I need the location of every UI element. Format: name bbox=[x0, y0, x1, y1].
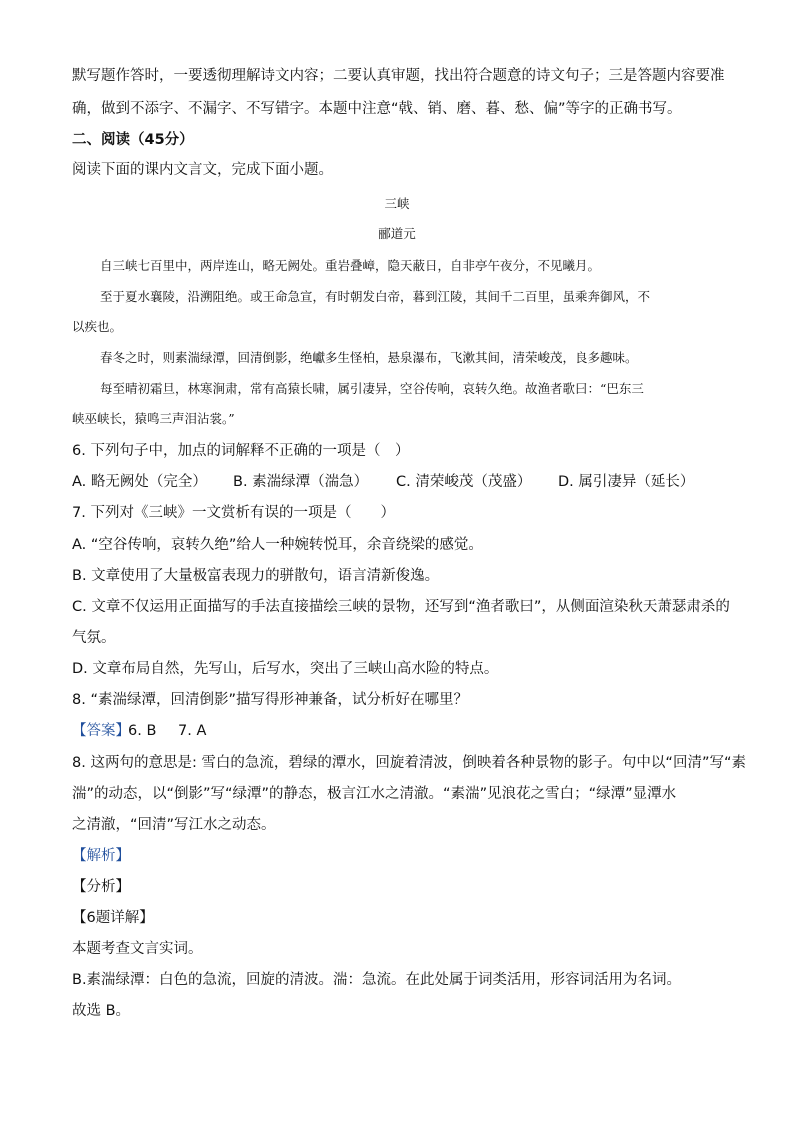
answer-6: 6. B bbox=[128, 723, 157, 739]
answer-8-line-2: 湍”的动态，以“倒影”写“绿潭”的静态，极言江水之清澈。“素湍”见浪花之雪白；“绿潭”显潭水 bbox=[72, 786, 677, 802]
answer-7: 7. A bbox=[178, 723, 207, 739]
analysis-label: 【解析】 bbox=[72, 848, 130, 864]
detail-6-line-2: B.素湍绿潭：白色的急流，回旋的清波。湍：急流。在此处属于词类活用，形容词活用为名词。 bbox=[72, 972, 682, 988]
answer-label: 【答案】 bbox=[72, 723, 130, 739]
question-6-option-c: C. 清荣峻茂（茂盛） bbox=[396, 474, 532, 490]
question-6-option-b: B. 素湍绿潭（湍急） bbox=[233, 474, 369, 490]
passage-author: 郦道元 bbox=[378, 226, 416, 241]
detail-6-line-3: 故选 B。 bbox=[72, 1003, 131, 1019]
detail-6-line-1: 本题考查文言实词。 bbox=[72, 941, 203, 957]
question-7-stem: 7. 下列对《三峡》一文赏析有误的一项是（ ） bbox=[72, 505, 395, 521]
question-7-option-d: D. 文章布局自然，先写山，后写水，突出了三峡山高水险的特点。 bbox=[72, 661, 499, 677]
reading-instruction: 阅读下面的课内文言文，完成下面小题。 bbox=[72, 162, 333, 178]
question-7-option-c-line-2: 气氛。 bbox=[72, 630, 116, 646]
question-7-option-a: A. “空谷传响，哀转久绝”给人一种婉转悦耳，余音绕梁的感觉。 bbox=[72, 537, 483, 553]
answer-8-line-1: 8. 这两句的意思是: 雪白的急流，碧绿的潭水，回旋着清波，倒映着各种景物的影子。句中以“回清”写“素 bbox=[72, 755, 746, 771]
passage-title: 三峡 bbox=[384, 196, 410, 211]
passage-paragraph-4-line-1: 每至晴初霜旦，林寒涧肃，常有高猿长啸，属引凄异，空谷传响，哀转久绝。故渔者歌曰：“巴东三 bbox=[100, 381, 644, 396]
passage-paragraph-4-line-2: 峡巫峡长，猿鸣三声泪沾裳。” bbox=[72, 411, 235, 426]
question-6-option-a: A. 略无阙处（完全） bbox=[72, 474, 207, 490]
question-6-option-d: D. 属引凄异（延长） bbox=[558, 474, 695, 490]
passage-paragraph-1: 自三峡七百里中，两岸连山，略无阙处。重岩叠嶂，隐天蔽日，自非亭午夜分，不见曦月。 bbox=[100, 258, 601, 273]
passage-paragraph-3: 春冬之时，则素湍绿潭，回清倒影，绝巘多生怪柏，悬泉瀑布，飞漱其间，清荣峻茂，良多趣味。 bbox=[100, 350, 638, 365]
passage-paragraph-2-line-2: 以疾也。 bbox=[72, 319, 123, 334]
question-7-option-b: B. 文章使用了大量极富表现力的骈散句，语言清新俊逸。 bbox=[72, 568, 440, 584]
fenxi-label: 【分析】 bbox=[72, 879, 130, 895]
intro-line-2: 确，做到不添字、不漏字、不写错字。本题中注意“戟、销、磨、暮、愁、偏”等字的正确书写。 bbox=[72, 101, 682, 117]
answer-8-line-3: 之清澈，“回清”写江水之动态。 bbox=[72, 817, 276, 833]
passage-paragraph-2-line-1: 至于夏水襄陵，沿溯阻绝。或王命急宣，有时朝发白帝，暮到江陵，其间千二百里，虽乘奔御风，不 bbox=[100, 289, 651, 304]
question-7-option-c-line-1: C. 文章不仅运用正面描写的手法直接描绘三峡的景物，还写到“渔者歌曰”，从侧面渲染秋天萧瑟肃杀的 bbox=[72, 599, 730, 615]
detail-6-label: 【6题详解】 bbox=[72, 910, 154, 926]
question-6-stem: 6. 下列句子中，加点的词解释不正确的一项是（ ） bbox=[72, 443, 410, 459]
intro-line-1: 默写题作答时，一要透彻理解诗文内容；二要认真审题，找出符合题意的诗文句子；三是答题内容要准 bbox=[72, 68, 725, 84]
question-8-stem: 8. “素湍绿潭，回清倒影”描写得形神兼备，试分析好在哪里？ bbox=[72, 692, 468, 708]
section-heading: 二、阅读（45分） bbox=[72, 132, 194, 148]
